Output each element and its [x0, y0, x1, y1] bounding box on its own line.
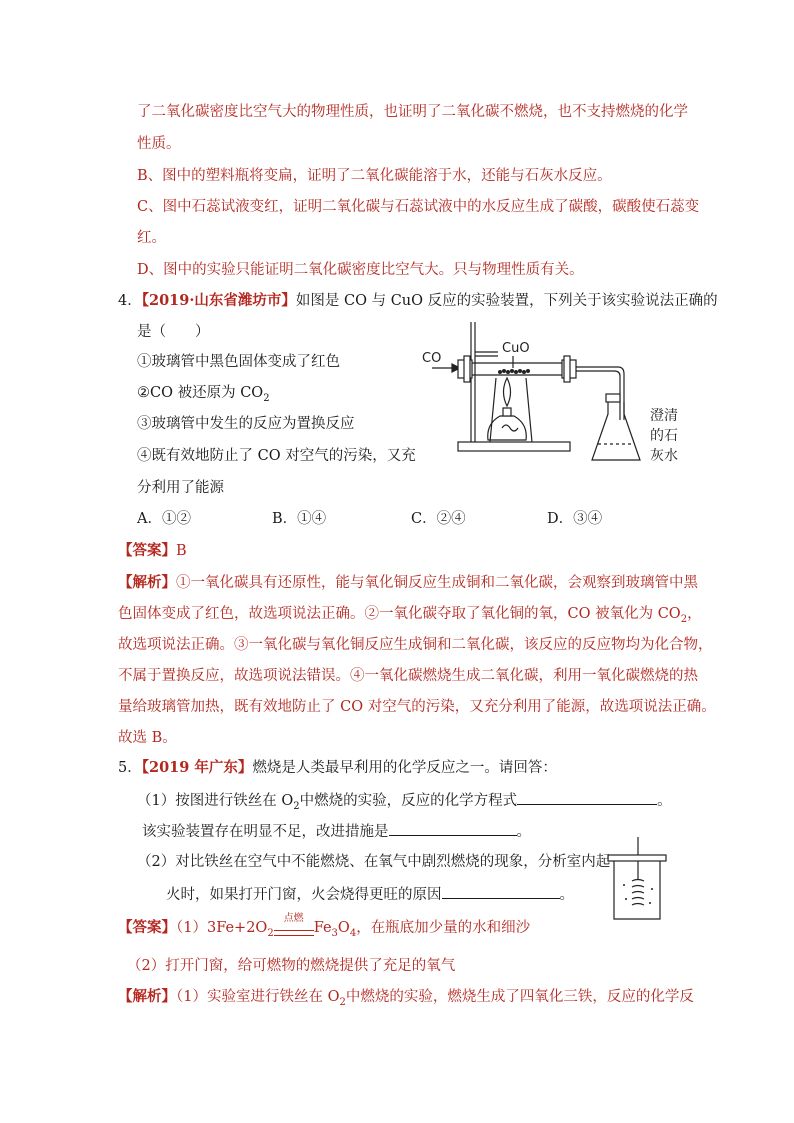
q4-answer-value: B [176, 543, 187, 559]
q4-option-d: D．③④ [547, 511, 603, 527]
q4-analysis-line6: 故选 B。 [118, 730, 177, 746]
q4-option-c: C．②④ [411, 511, 466, 527]
q3-option-d-explanation: D、图中的实验只能证明二氧化碳密度比空气大。只与物理性质有关。 [137, 262, 584, 278]
q4-analysis-line1: 【解析】①一氧化碳具有还原性，能与氧化铜反应生成铜和二氧化碳，会观察到玻璃管中黑 [118, 574, 698, 591]
q4-option-b: B．①④ [272, 511, 327, 527]
q3-option-c-explanation-line2: 红。 [137, 230, 166, 246]
q4-stem-line2: 是（ ） [137, 324, 210, 340]
q5-improvement-blank[interactable] [389, 821, 517, 836]
limewater-label-line3: 灰水 [650, 448, 678, 464]
limewater-label-line1: 澄清 [650, 408, 678, 424]
q5-part2-line2: 火时，如果打开门窗，火会烧得更旺的原因 。 [166, 884, 574, 905]
q4-answer [118, 541, 187, 561]
q5-part1-line2: 该实验装置存在明显不足，改进措施是 。 [142, 821, 531, 842]
q3-explanation-line2: 性质。 [137, 136, 181, 152]
q5-reason-blank[interactable] [442, 884, 560, 899]
q4-answer-tag: 【答案】 [118, 542, 176, 559]
cuo-powder [498, 369, 530, 374]
q4-analysis-line2: 色固体变成了红色，故选项说法正确。②一氧化碳夺取了氧化铜的氧，CO 被氧化为 $CO_2$， [118, 606, 702, 625]
q4-analysis-line3: 故选项说法正确。③一氧化碳与氧化铜反应生成铜和二氧化碳，该反应的反应物均为化合物， [118, 637, 713, 653]
limewater-label-line2: 的石 [650, 428, 678, 444]
cuo-label: CuO [502, 341, 530, 356]
reaction-condition: 点燃 [274, 926, 314, 944]
q4-source: 【2019·山东省潍坊市】 [141, 292, 296, 309]
q3-explanation-line1: 了二氧化碳密度比空气大的物理性质，也证明了二氧化碳不燃烧，也不支持燃烧的化学 [137, 104, 688, 120]
q5-answer-line2: （2）打开门窗，给可燃物的燃烧提供了充足的氧气 [127, 958, 456, 974]
q4-analysis-line4: 不属于置换反应，故选项说法错误。④一氧化碳燃烧生成二氧化碳，利用一氧化碳燃烧的热 [118, 668, 698, 684]
q4-statement-2: ②CO 被还原为 $CO_2$ [137, 385, 270, 404]
q4-stem-text: 如图是 CO 与 CuO 反应的实验装置，下列关于该实验说法正确的 [295, 293, 718, 309]
q4-statement-1: ①玻璃管中黑色固体变成了红色 [137, 354, 340, 370]
co-inlet-label: CO [422, 351, 442, 366]
q4-option-a: A．①② [137, 511, 191, 527]
q5-answer-line1: 【答案】$(1)3Fe+2O_2$ 点燃 $Fe_3O_4$，在瓶底加少量的水和细沙 [118, 918, 530, 944]
q4-analysis-line5: 量给玻璃管加热，既有效地防止了 CO 对空气的污染，又充分利用了能源，故选项说法正确。 [118, 699, 716, 715]
iron-wire-bottle-figure [604, 835, 672, 923]
q5-part1-line1: （1）按图进行铁丝在 $O_2$中燃烧的实验，反应的化学方程式 。 [137, 790, 672, 817]
q4-statement-3: ③玻璃管中发生的反应为置换反应 [137, 416, 355, 432]
q5-analysis-line1: 【解析】（1）实验室进行铁丝在 $O_2$中燃烧的实验，燃烧生成了四氧化三铁，反应的化学反 [118, 988, 694, 1008]
q5-stem: 5．【2019 年广东】燃烧是人类最早利用的化学反应之一。请回答： [118, 759, 557, 776]
q4-statement-4-line2: 分利用了能源 [137, 480, 224, 496]
q3-option-b-explanation: B、图中的塑料瓶将变扁，证明了二氧化碳能溶于水，还能与石灰水反应。 [137, 168, 612, 184]
q5-equation-blank[interactable] [517, 790, 657, 805]
q5-part2-line1: （2）对比铁丝在空气中不能燃烧、在氧气中剧烈燃烧的现象，分析室内起 [137, 854, 611, 870]
q3-option-c-explanation-line1: C、图中石蕊试液变红，证明二氧化碳与石蕊试液中的水反应生成了碳酸，碳酸使石蕊变 [137, 199, 700, 215]
co-cuo-apparatus-figure [418, 316, 688, 468]
q4-stem-line1 [118, 291, 718, 311]
q4-statement-4-line1: ④既有效地防止了 CO 对空气的污染，又充 [137, 448, 416, 464]
q4-number: 4． [118, 293, 142, 309]
